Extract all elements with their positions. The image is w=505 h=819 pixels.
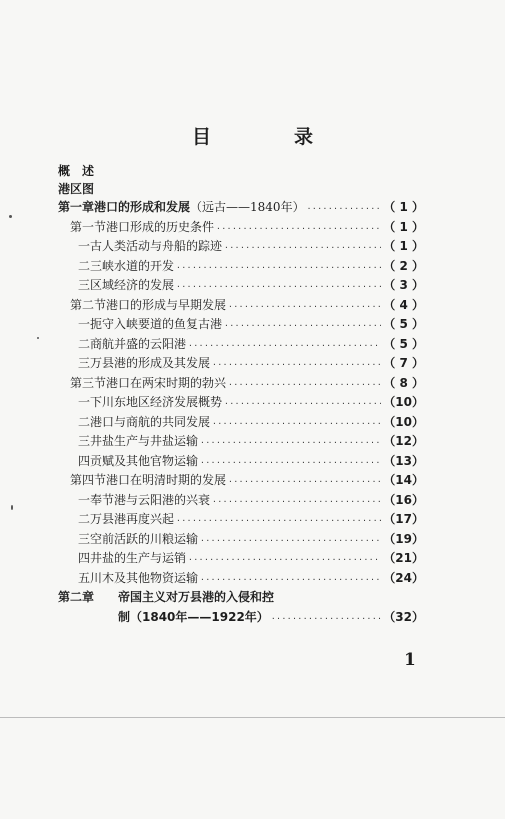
toc-entry-chapter: [58, 198, 424, 218]
toc-entry-title: 港口在两宋时期的勃兴: [106, 375, 227, 390]
toc-leader-dots: [224, 321, 381, 330]
toc-entry-page: （16）: [383, 492, 424, 507]
toc-entry-section: [58, 471, 424, 491]
toc-entry-label: 三: [78, 278, 91, 292]
toc-leader-dots: [200, 536, 381, 545]
toc-leader-dots: [228, 302, 381, 311]
toc-entry-label: 三: [78, 356, 91, 370]
toc-leader-dots: [200, 458, 381, 467]
toc-entry-title: 万县港的形成及其发展: [90, 356, 211, 370]
toc-entry-page: （13）: [383, 453, 424, 468]
toc-entry-label: 第三节: [70, 375, 107, 390]
toc-entry-date-range: （远古——1840年）: [190, 200, 305, 214]
toc-entry-item: [58, 335, 424, 355]
toc-entry-item: [58, 530, 424, 550]
toc-leader-dots: [224, 243, 381, 252]
toc-entry-item: [58, 432, 424, 452]
toc-entry-overview: [58, 162, 424, 180]
scan-speck: [11, 505, 13, 510]
toc-entry-page: （ 2 ）: [383, 258, 424, 273]
toc-entry-title: 贡赋及其他官物运输: [90, 453, 199, 468]
toc-entry-item: [58, 354, 424, 374]
toc-entry-page: （32）: [383, 609, 424, 624]
page-bottom-rule: [0, 717, 505, 718]
toc-entry-page: （21）: [383, 551, 424, 565]
toc-entry-label: 第一章: [58, 200, 95, 214]
toc-entry-title: 帝国主义对万县港的入侵和控: [118, 590, 275, 604]
toc-entry-label: 港区图: [58, 182, 95, 196]
toc-entry-label: 一: [78, 239, 91, 253]
toc-entry-page: （ 5 ）: [383, 317, 424, 331]
toc-leader-dots: [212, 419, 381, 428]
toc-entry-label: 四: [78, 551, 91, 565]
toc-entry-item: [58, 276, 424, 296]
toc-leader-dots: [212, 360, 381, 369]
toc-entry-page: （12）: [383, 434, 424, 448]
toc-entry-section: [58, 296, 424, 316]
toc-leader-dots: [228, 477, 381, 486]
toc-entry-label: 第二节: [70, 297, 107, 312]
toc-entry-label: 一: [78, 317, 91, 331]
toc-entry-title: 万县港再度兴起: [90, 512, 175, 526]
toc-entry-title: 三峡水道的开发: [90, 258, 175, 273]
toc-leader-dots: [228, 380, 381, 389]
toc-leader-dots: [271, 614, 381, 623]
toc-leader-dots: [176, 282, 381, 291]
page-number: 1: [404, 650, 416, 670]
toc-entry-chapter2: [58, 588, 424, 608]
toc-entry-page: （ 7 ）: [383, 356, 424, 370]
toc-entry-item: [58, 393, 424, 413]
toc-entry-label: 二: [78, 414, 91, 429]
toc-entry-page: （ 8 ）: [383, 375, 424, 390]
table-of-contents: [58, 162, 424, 627]
toc-leader-dots: [200, 575, 381, 584]
toc-entry-title: 港口的形成与早期发展: [106, 297, 227, 312]
toc-entry-item: [58, 510, 424, 530]
toc-entry-page: （ 5 ）: [383, 336, 424, 351]
toc-entry-label: 二: [78, 258, 91, 273]
toc-leader-dots: [307, 204, 382, 213]
toc-entry-label: 一: [78, 395, 91, 409]
toc-entry-title: 港口形成的历史条件: [106, 219, 215, 234]
toc-entry-label: 三: [78, 531, 91, 546]
toc-entry-title: 古人类活动与舟船的踪迹: [90, 239, 223, 253]
toc-entry-title: 制（1840年——1922年）: [118, 609, 269, 624]
toc-entry-item: [58, 491, 424, 511]
toc-entry-page: （ 1 ）: [383, 200, 424, 214]
toc-entry-title: 下川东地区经济发展概势: [90, 395, 223, 409]
toc-entry-label: 一: [78, 492, 91, 507]
toc-entry-item: [58, 452, 424, 472]
toc-entry-port-map: [58, 180, 424, 198]
toc-entry-section: [58, 218, 424, 238]
toc-entry-page: （10）: [383, 395, 424, 409]
toc-entry-page: （ 1 ）: [383, 219, 424, 234]
toc-leader-dots: [200, 438, 381, 447]
toc-entry-page: （10）: [383, 414, 424, 429]
toc-entry-item: [58, 569, 424, 589]
toc-entry-label: 二: [78, 512, 91, 526]
toc-entry-title: 商航并盛的云阳港: [90, 336, 187, 351]
toc-entry-page: （24）: [383, 570, 424, 585]
toc-leader-dots: [188, 555, 381, 564]
toc-entry-label: 五: [78, 570, 91, 585]
toc-entry-label: 二: [78, 336, 91, 351]
toc-entry-title: 井盐生产与井盐运输: [90, 434, 199, 448]
toc-entry-item: [58, 549, 424, 569]
toc-leader-dots: [176, 516, 381, 525]
toc-entry-title: 港口的形成和发展: [94, 200, 191, 214]
toc-entry-item: [58, 413, 424, 433]
toc-entry-title: 川木及其他物资运输: [90, 570, 199, 585]
toc-leader-dots: [224, 399, 381, 408]
toc-entry-item: [58, 315, 424, 335]
toc-entry-page: （17）: [383, 512, 424, 526]
toc-entry-label: 第四节: [70, 473, 107, 487]
toc-entry-cont: [58, 608, 424, 628]
toc-entry-title: 港口与商航的共同发展: [90, 414, 211, 429]
toc-entry-title: 井盐的生产与运销: [90, 551, 187, 565]
toc-entry-page: （19）: [383, 531, 424, 546]
toc-entry-label: 四: [78, 453, 91, 468]
toc-entry-section: [58, 374, 424, 394]
scan-speck: [37, 337, 39, 339]
toc-entry-page: （ 1 ）: [383, 239, 424, 253]
toc-entry-page: （ 4 ）: [383, 297, 424, 312]
toc-leader-dots: [212, 497, 381, 506]
toc-leader-dots: [176, 263, 381, 272]
toc-entry-label: 三: [78, 434, 91, 448]
toc-entry-item: [58, 257, 424, 277]
toc-entry-title: 空前活跃的川粮运输: [90, 531, 199, 546]
toc-leader-dots: [216, 224, 381, 233]
toc-entry-page: （14）: [383, 473, 424, 487]
toc-entry-title: 奉节港与云阳港的兴衰: [90, 492, 211, 507]
scan-speck: [9, 215, 12, 218]
toc-entry-label: 第一节: [70, 219, 107, 234]
toc-entry-label: 概 述: [58, 164, 95, 178]
toc-entry-label: 第二章: [58, 590, 95, 604]
toc-entry-title: 港口在明清时期的发展: [106, 473, 227, 487]
toc-entry-item: [58, 237, 424, 257]
toc-leader-dots: [188, 341, 381, 350]
toc-entry-title: 扼守入峡要道的鱼复古港: [90, 317, 223, 331]
toc-entry-page: （ 3 ）: [383, 278, 424, 292]
toc-entry-title: 区域经济的发展: [90, 278, 175, 292]
page-title: 目 录: [191, 126, 345, 148]
